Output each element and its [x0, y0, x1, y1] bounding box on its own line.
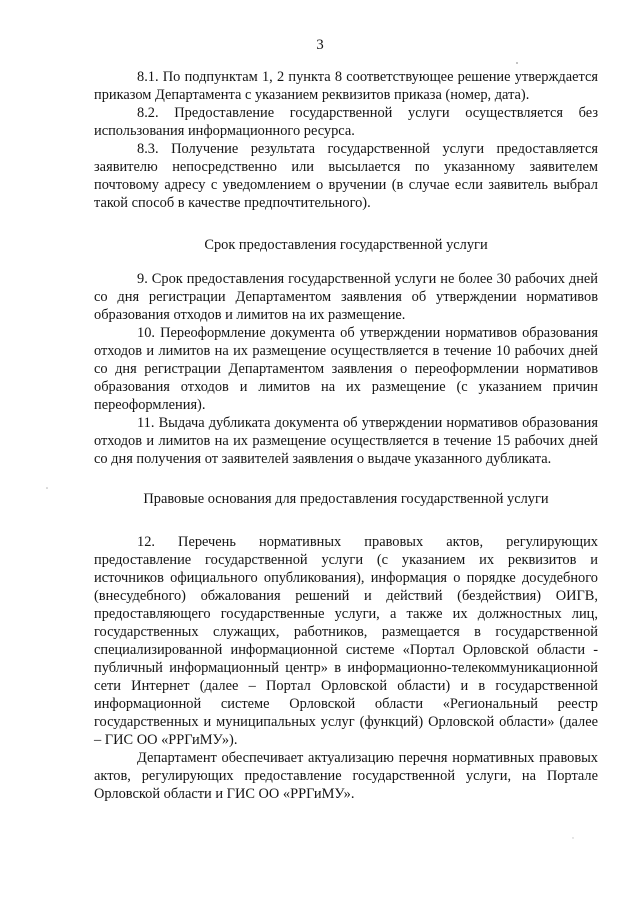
spacer	[94, 212, 598, 236]
section-heading-term: Срок предоставления государственной услуги	[204, 237, 488, 253]
page-number: 3	[316, 37, 324, 53]
spacer	[94, 508, 598, 533]
paragraph-12-continued: Департамент обеспечивает актуализацию перечня нормативных правовых актов, регулирующих предоставление государственной услуги, на Портале Орловской области и ГИС ОО «РРГиМУ».	[94, 750, 598, 802]
spacer	[94, 254, 598, 270]
paragraph-8-2: 8.2. Предоставление государственной услуги осуществляется без использования информационного ресурса.	[94, 105, 598, 139]
section-heading-legal: Правовые основания для предоставления государственной услуги	[143, 491, 549, 507]
paragraph-8-1: 8.1. По подпунктам 1, 2 пункта 8 соответствующее решение утверждается приказом Департамента с указанием реквизитов приказа (номер, дата).	[94, 69, 598, 103]
paragraph-9: 9. Срок предоставления государственной услуги не более 30 рабочих дней со дня регистрации Департаментом заявления об утверждении нормативов образования отходов и лимитов на их размещение.	[94, 271, 598, 323]
paragraph-12: 12. Перечень нормативных правовых актов, регулирующих предоставление государственной услуги (с указанием их реквизитов и источников официального опубликования), информация о порядке досудебного (внесудебного) обжалования решений и действий (бездействия) ОИГВ, предоставляющего государственные услуги, а также их должностных лиц, государственных служащих, работников, размещается в государственной специализированной информационной системе «Портал Орловской области - публичный информационный центр» в информационно-телекоммуникационной сети Интернет (далее – Портал Орловской области) и в государственной информационной системе Орловской области «Региональный реестр государственных и муниципальных услуг (функций) Орловской области» (далее – ГИС ОО «РРГиМУ»).	[94, 534, 598, 748]
paragraph-10: 10. Переоформление документа об утверждении нормативов образования отходов и лимитов на их размещение осуществляется в течение 10 рабочих дней со дня регистрации Департаментом заявления о переоформлении нормативов образования отходов и лимитов на их размещение (с указанием причин переоформления).	[94, 325, 598, 413]
document-body	[94, 68, 598, 803]
paragraph-11: 11. Выдача дубликата документа об утверждении нормативов образования отходов и лимитов на их размещение осуществляется в течение 15 рабочих дней со дня получения от заявителей заявления о выдаче указанного дубликата.	[94, 415, 598, 467]
paragraph-8-3: 8.3. Получение результата государственной услуги предоставляется заявителю непосредственно или высылается по указанному заявителем почтовому адресу с уведомлением о вручении (в случае если заявитель выбрал такой способ в качестве предпочтительного).	[94, 141, 598, 211]
spacer	[94, 468, 598, 490]
